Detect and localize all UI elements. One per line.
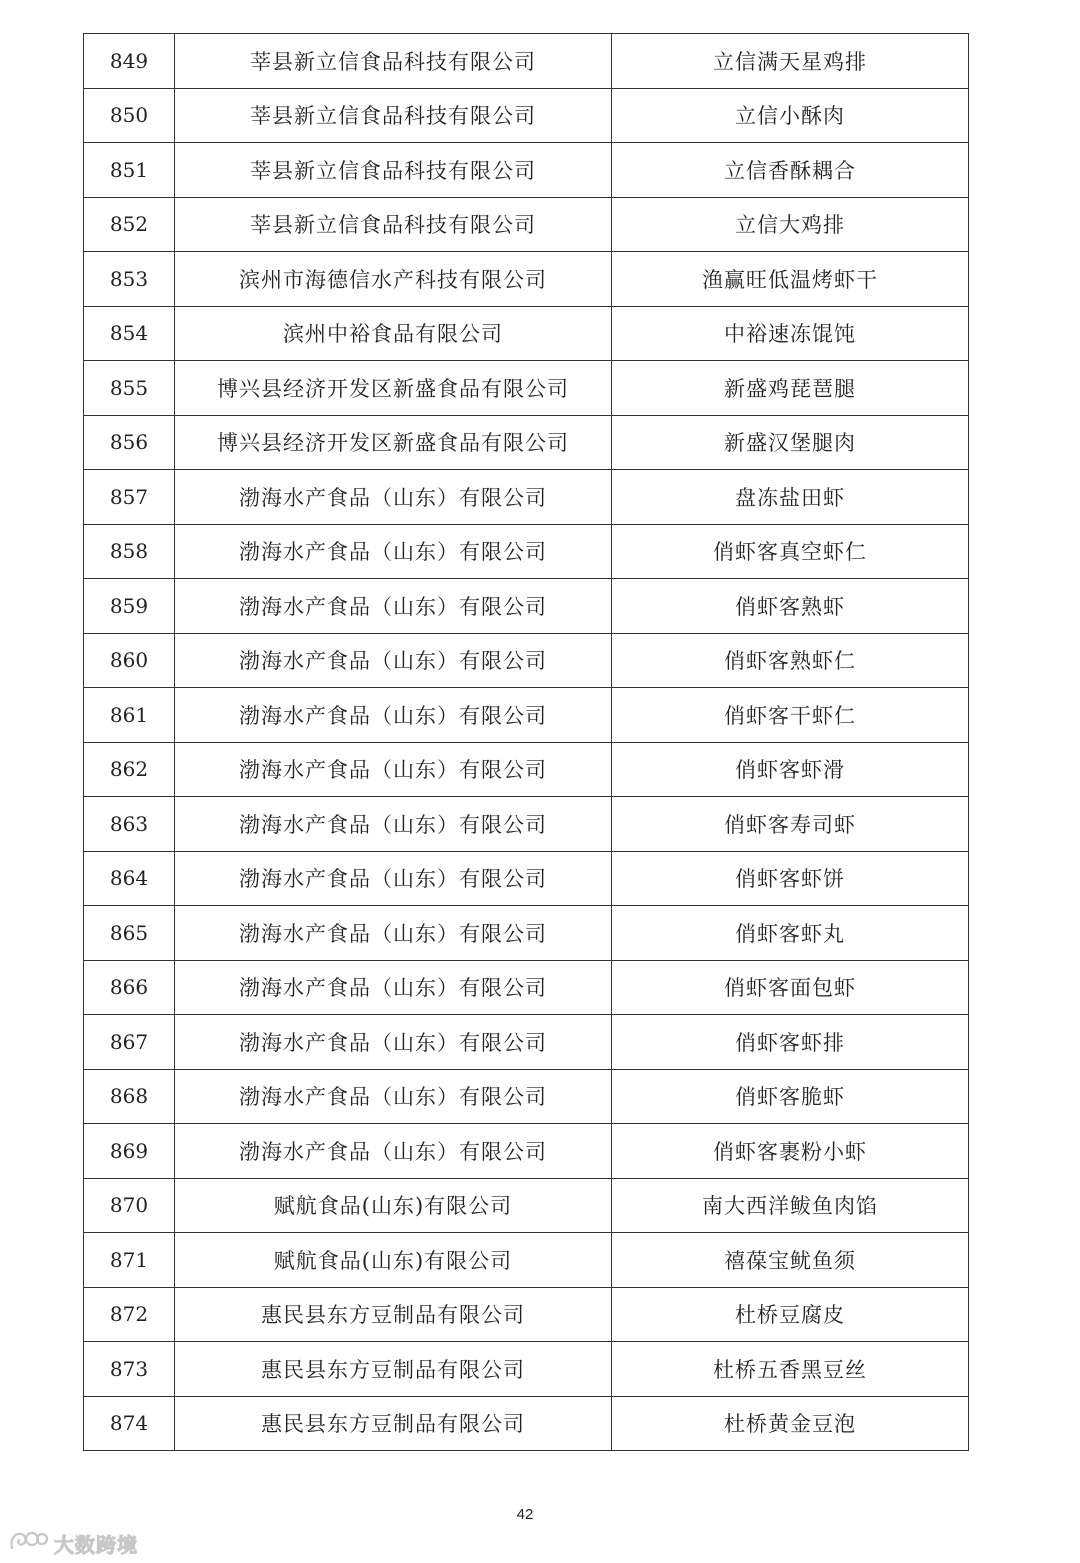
product-name-cell: 俏虾客熟虾 (612, 579, 969, 634)
company-name-cell: 渤海水产食品（山东）有限公司 (175, 1124, 612, 1179)
table-row (84, 688, 969, 743)
row-number-cell: 856 (84, 415, 175, 470)
row-number-cell: 851 (84, 143, 175, 198)
table-row (84, 1124, 969, 1179)
product-name-cell: 新盛汉堡腿肉 (612, 415, 969, 470)
table-row (84, 797, 969, 852)
table-row (84, 197, 969, 252)
row-number-cell: 849 (84, 34, 175, 89)
company-name-cell: 莘县新立信食品科技有限公司 (175, 34, 612, 89)
watermark-text: 大数跨境 (54, 1532, 138, 1557)
row-number-cell: 870 (84, 1178, 175, 1233)
row-number-cell: 854 (84, 306, 175, 361)
product-name-cell: 俏虾客脆虾 (612, 1069, 969, 1124)
row-number-cell: 859 (84, 579, 175, 634)
row-number-cell: 861 (84, 688, 175, 743)
company-name-cell: 渤海水产食品（山东）有限公司 (175, 470, 612, 525)
product-name-cell: 杜桥豆腐皮 (612, 1287, 969, 1342)
company-name-cell: 渤海水产食品（山东）有限公司 (175, 1015, 612, 1070)
product-name-cell: 中裕速冻馄饨 (612, 306, 969, 361)
product-name-cell: 新盛鸡琵琶腿 (612, 361, 969, 416)
row-number-cell: 857 (84, 470, 175, 525)
product-name-cell: 立信大鸡排 (612, 197, 969, 252)
table-row (84, 1233, 969, 1288)
table-row (84, 742, 969, 797)
company-name-cell: 惠民县东方豆制品有限公司 (175, 1342, 612, 1397)
company-name-cell: 博兴县经济开发区新盛食品有限公司 (175, 361, 612, 416)
product-name-cell: 立信小酥肉 (612, 88, 969, 143)
company-name-cell: 渤海水产食品（山东）有限公司 (175, 960, 612, 1015)
row-number-cell: 855 (84, 361, 175, 416)
row-number-cell: 853 (84, 252, 175, 307)
product-name-cell: 盘冻盐田虾 (612, 470, 969, 525)
watermark (8, 1528, 138, 1558)
row-number-cell: 874 (84, 1396, 175, 1451)
table-row (84, 579, 969, 634)
product-name-cell: 俏虾客面包虾 (612, 960, 969, 1015)
product-name-cell: 俏虾客虾滑 (612, 742, 969, 797)
company-name-cell: 渤海水产食品（山东）有限公司 (175, 524, 612, 579)
company-name-cell: 滨州中裕食品有限公司 (175, 306, 612, 361)
company-name-cell: 莘县新立信食品科技有限公司 (175, 143, 612, 198)
row-number-cell: 860 (84, 633, 175, 688)
row-number-cell: 864 (84, 851, 175, 906)
product-name-cell: 俏虾客干虾仁 (612, 688, 969, 743)
row-number-cell: 863 (84, 797, 175, 852)
table-row (84, 1069, 969, 1124)
table-row (84, 361, 969, 416)
company-name-cell: 滨州市海德信水产科技有限公司 (175, 252, 612, 307)
company-name-cell: 渤海水产食品（山东）有限公司 (175, 579, 612, 634)
table-row (84, 1178, 969, 1233)
company-name-cell: 莘县新立信食品科技有限公司 (175, 88, 612, 143)
company-name-cell: 渤海水产食品（山东）有限公司 (175, 1069, 612, 1124)
product-name-cell: 杜桥五香黑豆丝 (612, 1342, 969, 1397)
row-number-cell: 862 (84, 742, 175, 797)
table-row (84, 1342, 969, 1397)
product-name-cell: 禧葆宝鱿鱼须 (612, 1233, 969, 1288)
product-name-cell: 俏虾客虾排 (612, 1015, 969, 1070)
product-name-cell: 杜桥黄金豆泡 (612, 1396, 969, 1451)
table-row (84, 960, 969, 1015)
company-name-cell: 渤海水产食品（山东）有限公司 (175, 633, 612, 688)
table-body (84, 34, 969, 1451)
row-number-cell: 871 (84, 1233, 175, 1288)
table-row (84, 252, 969, 307)
row-number-cell: 852 (84, 197, 175, 252)
product-name-cell: 俏虾客裹粉小虾 (612, 1124, 969, 1179)
brand-logo-icon (8, 1528, 48, 1558)
row-number-cell: 858 (84, 524, 175, 579)
table-row (84, 1396, 969, 1451)
row-number-cell: 850 (84, 88, 175, 143)
page-number: 42 (516, 1506, 534, 1523)
company-name-cell: 渤海水产食品（山东）有限公司 (175, 688, 612, 743)
product-name-cell: 南大西洋鲅鱼肉馅 (612, 1178, 969, 1233)
product-name-cell: 立信香酥耦合 (612, 143, 969, 198)
product-name-cell: 俏虾客熟虾仁 (612, 633, 969, 688)
row-number-cell: 868 (84, 1069, 175, 1124)
company-name-cell: 莘县新立信食品科技有限公司 (175, 197, 612, 252)
company-name-cell: 赋航食品(山东)有限公司 (175, 1233, 612, 1288)
product-name-cell: 俏虾客寿司虾 (612, 797, 969, 852)
table-row (84, 1015, 969, 1070)
table-row (84, 906, 969, 961)
company-name-cell: 渤海水产食品（山东）有限公司 (175, 742, 612, 797)
row-number-cell: 866 (84, 960, 175, 1015)
company-name-cell: 赋航食品(山东)有限公司 (175, 1178, 612, 1233)
table-row (84, 470, 969, 525)
row-number-cell: 873 (84, 1342, 175, 1397)
row-number-cell: 865 (84, 906, 175, 961)
table-row (84, 415, 969, 470)
table-row (84, 524, 969, 579)
product-name-cell: 渔赢旺低温烤虾干 (612, 252, 969, 307)
product-name-cell: 俏虾客真空虾仁 (612, 524, 969, 579)
product-list-table-container (83, 33, 967, 1451)
product-name-cell: 俏虾客虾饼 (612, 851, 969, 906)
product-name-cell: 俏虾客虾丸 (612, 906, 969, 961)
company-name-cell: 惠民县东方豆制品有限公司 (175, 1287, 612, 1342)
company-name-cell: 渤海水产食品（山东）有限公司 (175, 851, 612, 906)
table-row (84, 851, 969, 906)
table-row (84, 306, 969, 361)
company-name-cell: 渤海水产食品（山东）有限公司 (175, 797, 612, 852)
row-number-cell: 867 (84, 1015, 175, 1070)
product-list-table (83, 33, 969, 1451)
row-number-cell: 872 (84, 1287, 175, 1342)
product-name-cell: 立信满天星鸡排 (612, 34, 969, 89)
table-row (84, 143, 969, 198)
company-name-cell: 渤海水产食品（山东）有限公司 (175, 906, 612, 961)
company-name-cell: 博兴县经济开发区新盛食品有限公司 (175, 415, 612, 470)
table-row (84, 1287, 969, 1342)
table-row (84, 88, 969, 143)
company-name-cell: 惠民县东方豆制品有限公司 (175, 1396, 612, 1451)
table-row (84, 34, 969, 89)
table-row (84, 633, 969, 688)
row-number-cell: 869 (84, 1124, 175, 1179)
